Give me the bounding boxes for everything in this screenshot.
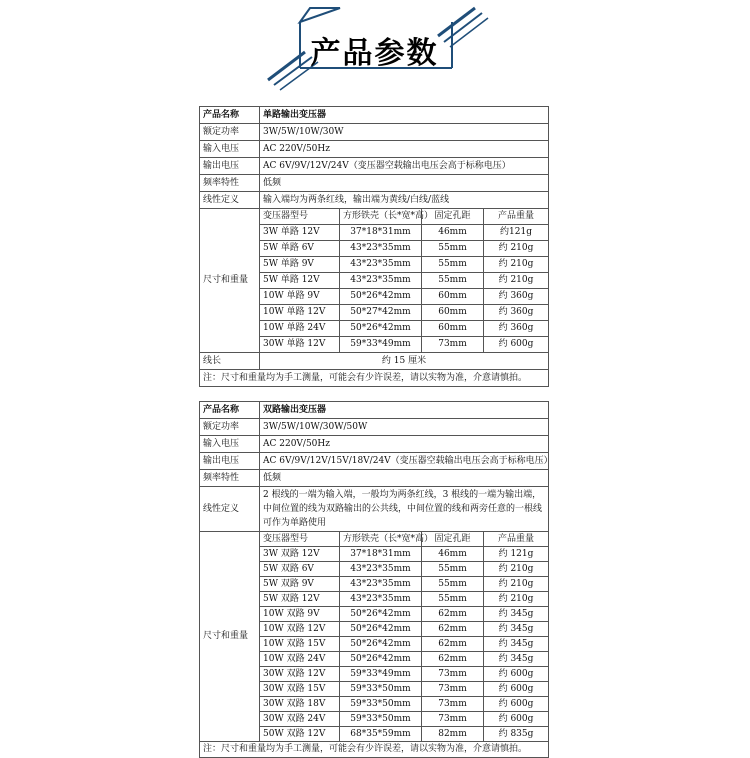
table-row — [200, 141, 549, 158]
sub-header: 变压器型号 — [260, 209, 340, 225]
cell-model: 10W 单路 12V — [260, 305, 340, 321]
cell-model: 10W 单路 24V — [260, 321, 340, 337]
cell-model: 10W 单路 9V — [260, 289, 340, 305]
name-label: 产品名称 — [200, 107, 260, 124]
cell-weight: 约 600g — [484, 682, 549, 697]
note-text: 注：尺寸和重量均为手工测量，可能会有少许误差，请以实物为准，介意请慎拍。 — [200, 370, 549, 387]
cell-weight: 约 835g — [484, 727, 549, 742]
table-row — [200, 487, 549, 532]
sub-header: 固定孔距 — [422, 532, 484, 547]
input-value: AC 220V/50Hz — [260, 436, 549, 453]
cell-hole: 55mm — [422, 577, 484, 592]
page-title: 产品参数 — [310, 36, 439, 71]
wire-label: 线性定义 — [200, 192, 260, 209]
cell-size: 68*35*59mm — [340, 727, 422, 742]
sub-header: 方形铁壳（长*宽*高） — [340, 209, 422, 225]
wire-label: 线性定义 — [200, 487, 260, 532]
cell-model: 30W 双路 15V — [260, 682, 340, 697]
header-banner — [0, 0, 750, 100]
cell-hole: 62mm — [422, 607, 484, 622]
cell-hole: 62mm — [422, 622, 484, 637]
cell-weight: 约 345g — [484, 622, 549, 637]
wire-value: 2 根线的一端为输入端，一般均为两条红线，3 根线的一端为输出端，中间位置的线为双路输出的公共线，中间位置的线和两旁任意的一根线可作为单路使用 — [260, 487, 549, 532]
cell-size: 59*33*49mm — [340, 337, 422, 353]
table-row — [200, 353, 549, 370]
sub-header: 固定孔距 — [422, 209, 484, 225]
power-label: 额定功率 — [200, 124, 260, 141]
name-label: 产品名称 — [200, 402, 260, 419]
cell-size: 50*26*42mm — [340, 652, 422, 667]
cell-weight: 约 600g — [484, 697, 549, 712]
cell-model: 5W 单路 12V — [260, 273, 340, 289]
cell-weight: 约 121g — [484, 547, 549, 562]
cell-hole: 62mm — [422, 637, 484, 652]
table-row — [200, 453, 549, 470]
cell-weight: 约 210g — [484, 562, 549, 577]
power-value: 3W/5W/10W/30W — [260, 124, 549, 141]
cell-size: 50*26*42mm — [340, 622, 422, 637]
cell-size: 37*18*31mm — [340, 225, 422, 241]
table-row — [200, 124, 549, 141]
cell-hole: 55mm — [422, 273, 484, 289]
cell-model: 5W 双路 9V — [260, 577, 340, 592]
cell-model: 50W 双路 12V — [260, 727, 340, 742]
table-row — [200, 209, 549, 225]
cell-size: 43*23*35mm — [340, 577, 422, 592]
table-row — [200, 175, 549, 192]
table-row — [200, 742, 549, 758]
cell-weight: 约 345g — [484, 652, 549, 667]
table-row — [200, 436, 549, 453]
name-value: 双路输出变压器 — [260, 402, 549, 419]
table-row — [200, 192, 549, 209]
cell-hole: 73mm — [422, 337, 484, 353]
cell-size: 50*26*42mm — [340, 607, 422, 622]
name-value: 单路输出变压器 — [260, 107, 549, 124]
length-value: 约 15 厘米 — [260, 353, 549, 370]
sub-header: 方形铁壳（长*宽*高） — [340, 532, 422, 547]
cell-hole: 60mm — [422, 305, 484, 321]
table-row — [200, 532, 549, 547]
length-label: 线长 — [200, 353, 260, 370]
cell-model: 5W 双路 6V — [260, 562, 340, 577]
cell-size: 43*23*35mm — [340, 273, 422, 289]
sub-header: 产品重量 — [484, 209, 549, 225]
cell-weight: 约121g — [484, 225, 549, 241]
cell-hole: 82mm — [422, 727, 484, 742]
cell-weight: 约 210g — [484, 577, 549, 592]
cell-size: 50*27*42mm — [340, 305, 422, 321]
cell-model: 10W 双路 9V — [260, 607, 340, 622]
cell-weight: 约 345g — [484, 607, 549, 622]
cell-size: 59*33*49mm — [340, 667, 422, 682]
cell-size: 50*26*42mm — [340, 289, 422, 305]
output-value: AC 6V/9V/12V/15V/18V/24V（变压器空载输出电压会高于标称电压） — [260, 453, 549, 470]
cell-model: 10W 双路 15V — [260, 637, 340, 652]
cell-weight: 约 360g — [484, 321, 549, 337]
freq-value: 低频 — [260, 175, 549, 192]
cell-weight: 约 600g — [484, 667, 549, 682]
sub-header: 产品重量 — [484, 532, 549, 547]
cell-model: 5W 单路 9V — [260, 257, 340, 273]
cell-size: 43*23*35mm — [340, 592, 422, 607]
output-label: 输出电压 — [200, 453, 260, 470]
input-label: 输入电压 — [200, 141, 260, 158]
cell-weight: 约 210g — [484, 592, 549, 607]
freq-label: 频率特性 — [200, 470, 260, 487]
cell-size: 37*18*31mm — [340, 547, 422, 562]
cell-weight: 约 345g — [484, 637, 549, 652]
cell-hole: 55mm — [422, 257, 484, 273]
cell-model: 5W 双路 12V — [260, 592, 340, 607]
cell-weight: 约 210g — [484, 257, 549, 273]
power-value: 3W/5W/10W/30W/50W — [260, 419, 549, 436]
output-value: AC 6V/9V/12V/24V（变压器空载输出电压会高于标称电压） — [260, 158, 549, 175]
cell-size: 43*23*35mm — [340, 241, 422, 257]
cell-hole: 46mm — [422, 225, 484, 241]
wire-value: 输入端均为两条红线，输出端为黄线/白线/蓝线 — [260, 192, 549, 209]
cell-weight: 约 360g — [484, 305, 549, 321]
cell-weight: 约 210g — [484, 241, 549, 257]
cell-model: 30W 双路 24V — [260, 712, 340, 727]
table-row — [200, 470, 549, 487]
cell-weight: 约 600g — [484, 337, 549, 353]
cell-weight: 约 210g — [484, 273, 549, 289]
input-value: AC 220V/50Hz — [260, 141, 549, 158]
cell-model: 10W 双路 12V — [260, 622, 340, 637]
cell-size: 50*26*42mm — [340, 321, 422, 337]
cell-hole: 62mm — [422, 652, 484, 667]
cell-hole: 73mm — [422, 712, 484, 727]
input-label: 输入电压 — [200, 436, 260, 453]
power-label: 额定功率 — [200, 419, 260, 436]
cell-hole: 60mm — [422, 321, 484, 337]
table-row — [200, 419, 549, 436]
table-row — [200, 107, 549, 124]
sub-header: 变压器型号 — [260, 532, 340, 547]
cell-hole: 55mm — [422, 562, 484, 577]
table-row — [200, 370, 549, 387]
cell-size: 59*33*50mm — [340, 682, 422, 697]
cell-size: 43*23*35mm — [340, 257, 422, 273]
cell-model: 30W 双路 12V — [260, 667, 340, 682]
cell-hole: 46mm — [422, 547, 484, 562]
freq-value: 低频 — [260, 470, 549, 487]
cell-model: 3W 双路 12V — [260, 547, 340, 562]
note-text: 注：尺寸和重量均为手工测量，可能会有少许误差，请以实物为准，介意请慎拍。 — [200, 742, 549, 758]
cell-size: 43*23*35mm — [340, 562, 422, 577]
cell-model: 30W 双路 18V — [260, 697, 340, 712]
cell-size: 59*33*50mm — [340, 712, 422, 727]
size-label: 尺寸和重量 — [200, 209, 260, 353]
cell-hole: 73mm — [422, 697, 484, 712]
cell-hole: 73mm — [422, 667, 484, 682]
freq-label: 频率特性 — [200, 175, 260, 192]
cell-hole: 73mm — [422, 682, 484, 697]
cell-model: 3W 单路 12V — [260, 225, 340, 241]
cell-hole: 60mm — [422, 289, 484, 305]
cell-weight: 约 360g — [484, 289, 549, 305]
cell-size: 59*33*50mm — [340, 697, 422, 712]
dual-output-spec-table — [199, 401, 553, 758]
cell-weight: 约 600g — [484, 712, 549, 727]
table-row — [200, 402, 549, 419]
cell-model: 5W 单路 6V — [260, 241, 340, 257]
cell-hole: 55mm — [422, 592, 484, 607]
cell-hole: 55mm — [422, 241, 484, 257]
table-row — [200, 158, 549, 175]
single-output-spec-table — [199, 106, 549, 387]
cell-model: 10W 双路 24V — [260, 652, 340, 667]
cell-size: 50*26*42mm — [340, 637, 422, 652]
size-label: 尺寸和重量 — [200, 532, 260, 742]
output-label: 输出电压 — [200, 158, 260, 175]
cell-model: 30W 单路 12V — [260, 337, 340, 353]
